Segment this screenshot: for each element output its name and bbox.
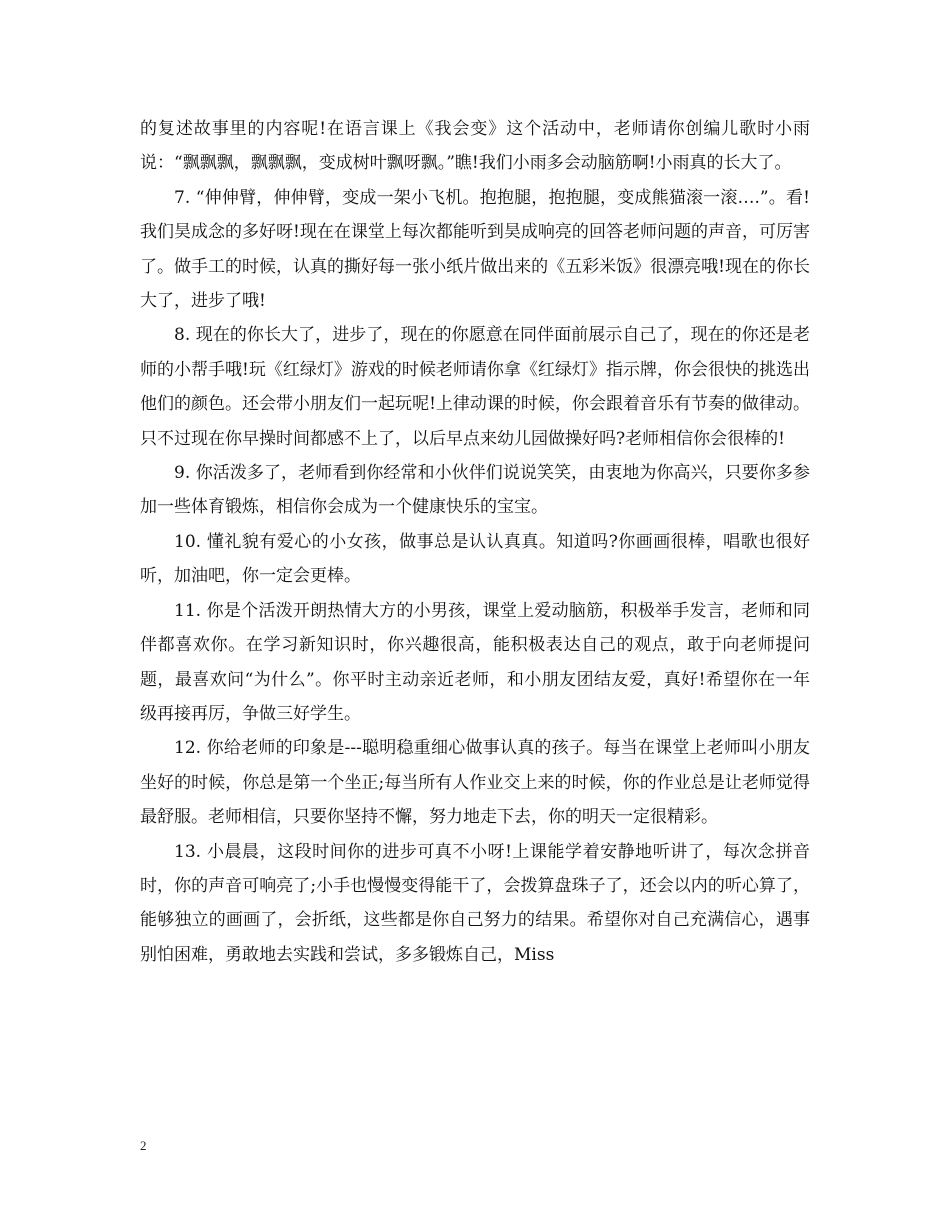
paragraph-item-11: 11. 你是个活泼开朗热情大方的小男孩，课堂上爱动脑筋，积极举手发言，老师和同伴都喜欢你。在学习新知识时，你兴趣很高，能积极表达自己的观点，敢于向老师提问题，最喜欢问“为什么”。你平时主动亲近老师，和小朋友团结友爱，真好!希望你在一年级再接再厉，争做三好学生。 — [140, 600, 810, 724]
page-number: 2 — [140, 1138, 147, 1153]
paragraph-item-9: 9. 你活泼多了，老师看到你经常和小伙伴们说说笑笑，由衷地为你高兴，只要你多参加一些体育锻炼，相信你会成为一个健康快乐的宝宝。 — [140, 463, 810, 518]
paragraph-item-7: 7. “伸伸臂，伸伸臂，变成一架小飞机。抱抱腿，抱抱腿，变成熊猫滚一滚….”。看!我们昊成念的多好呀!现在在课堂上每次都能听到昊成响亮的回答老师问题的声音，可厉害了。做手工的时候，认真的撕好每一张小纸片做出来的《五彩米饭》很漂亮哦!现在的你长大了，进步了哦! — [140, 187, 810, 312]
paragraph-item-12: 12. 你给老师的印象是---聪明稳重细心做事认真的孩子。每当在课堂上老师叫小朋友坐好的时候，你总是第一个坐正;每当所有人作业交上来的时候，你的作业总是让老师觉得最舒服。老师相信，只要你坚持不懈，努力地走下去，你的明天一定很精彩。 — [140, 738, 810, 828]
paragraph-item-10: 10. 懂礼貌有爱心的小女孩，做事总是认认真真。知道吗?你画画很棒，唱歌也很好听，加油吧，你一定会更棒。 — [140, 531, 810, 587]
paragraph-item-8: 8. 现在的你长大了，进步了，现在的你愿意在同伴面前展示自己了，现在的你还是老师的小帮手哦!玩《红绿灯》游戏的时候老师请你拿《红绿灯》指示牌，你会很快的挑选出他们的颜色。还会带小朋友们一起玩呢!上律动课的时候，你会跟着音乐有节奏的做律动。只不过现在你早操时间都感不上了，以后早点来幼儿园做操好吗?老师相信你会很棒的! — [140, 325, 810, 449]
document-body — [140, 112, 810, 972]
paragraph-continuation: 的复述故事里的内容呢!在语言课上《我会变》这个活动中，老师请你创编儿歌时小雨说：“飘飘飘，飘飘飘，变成树叶飘呀飘。”瞧!我们小雨多会动脑筋啊!小雨真的长大了。 — [140, 119, 810, 174]
paragraph-item-13: 13. 小晨晨，这段时间你的进步可真不小呀!上课能学着安静地听讲了，每次念拼音时，你的声音可响亮了;小手也慢慢变得能干了，会拨算盘珠子了，还会以内的听心算了，能够独立的画画了，会折纸，这些都是你自己努力的结果。希望你对自己充满信心，遇事别怕困难，勇敢地去实践和尝试，多多锻炼自己，Miss — [140, 841, 810, 965]
